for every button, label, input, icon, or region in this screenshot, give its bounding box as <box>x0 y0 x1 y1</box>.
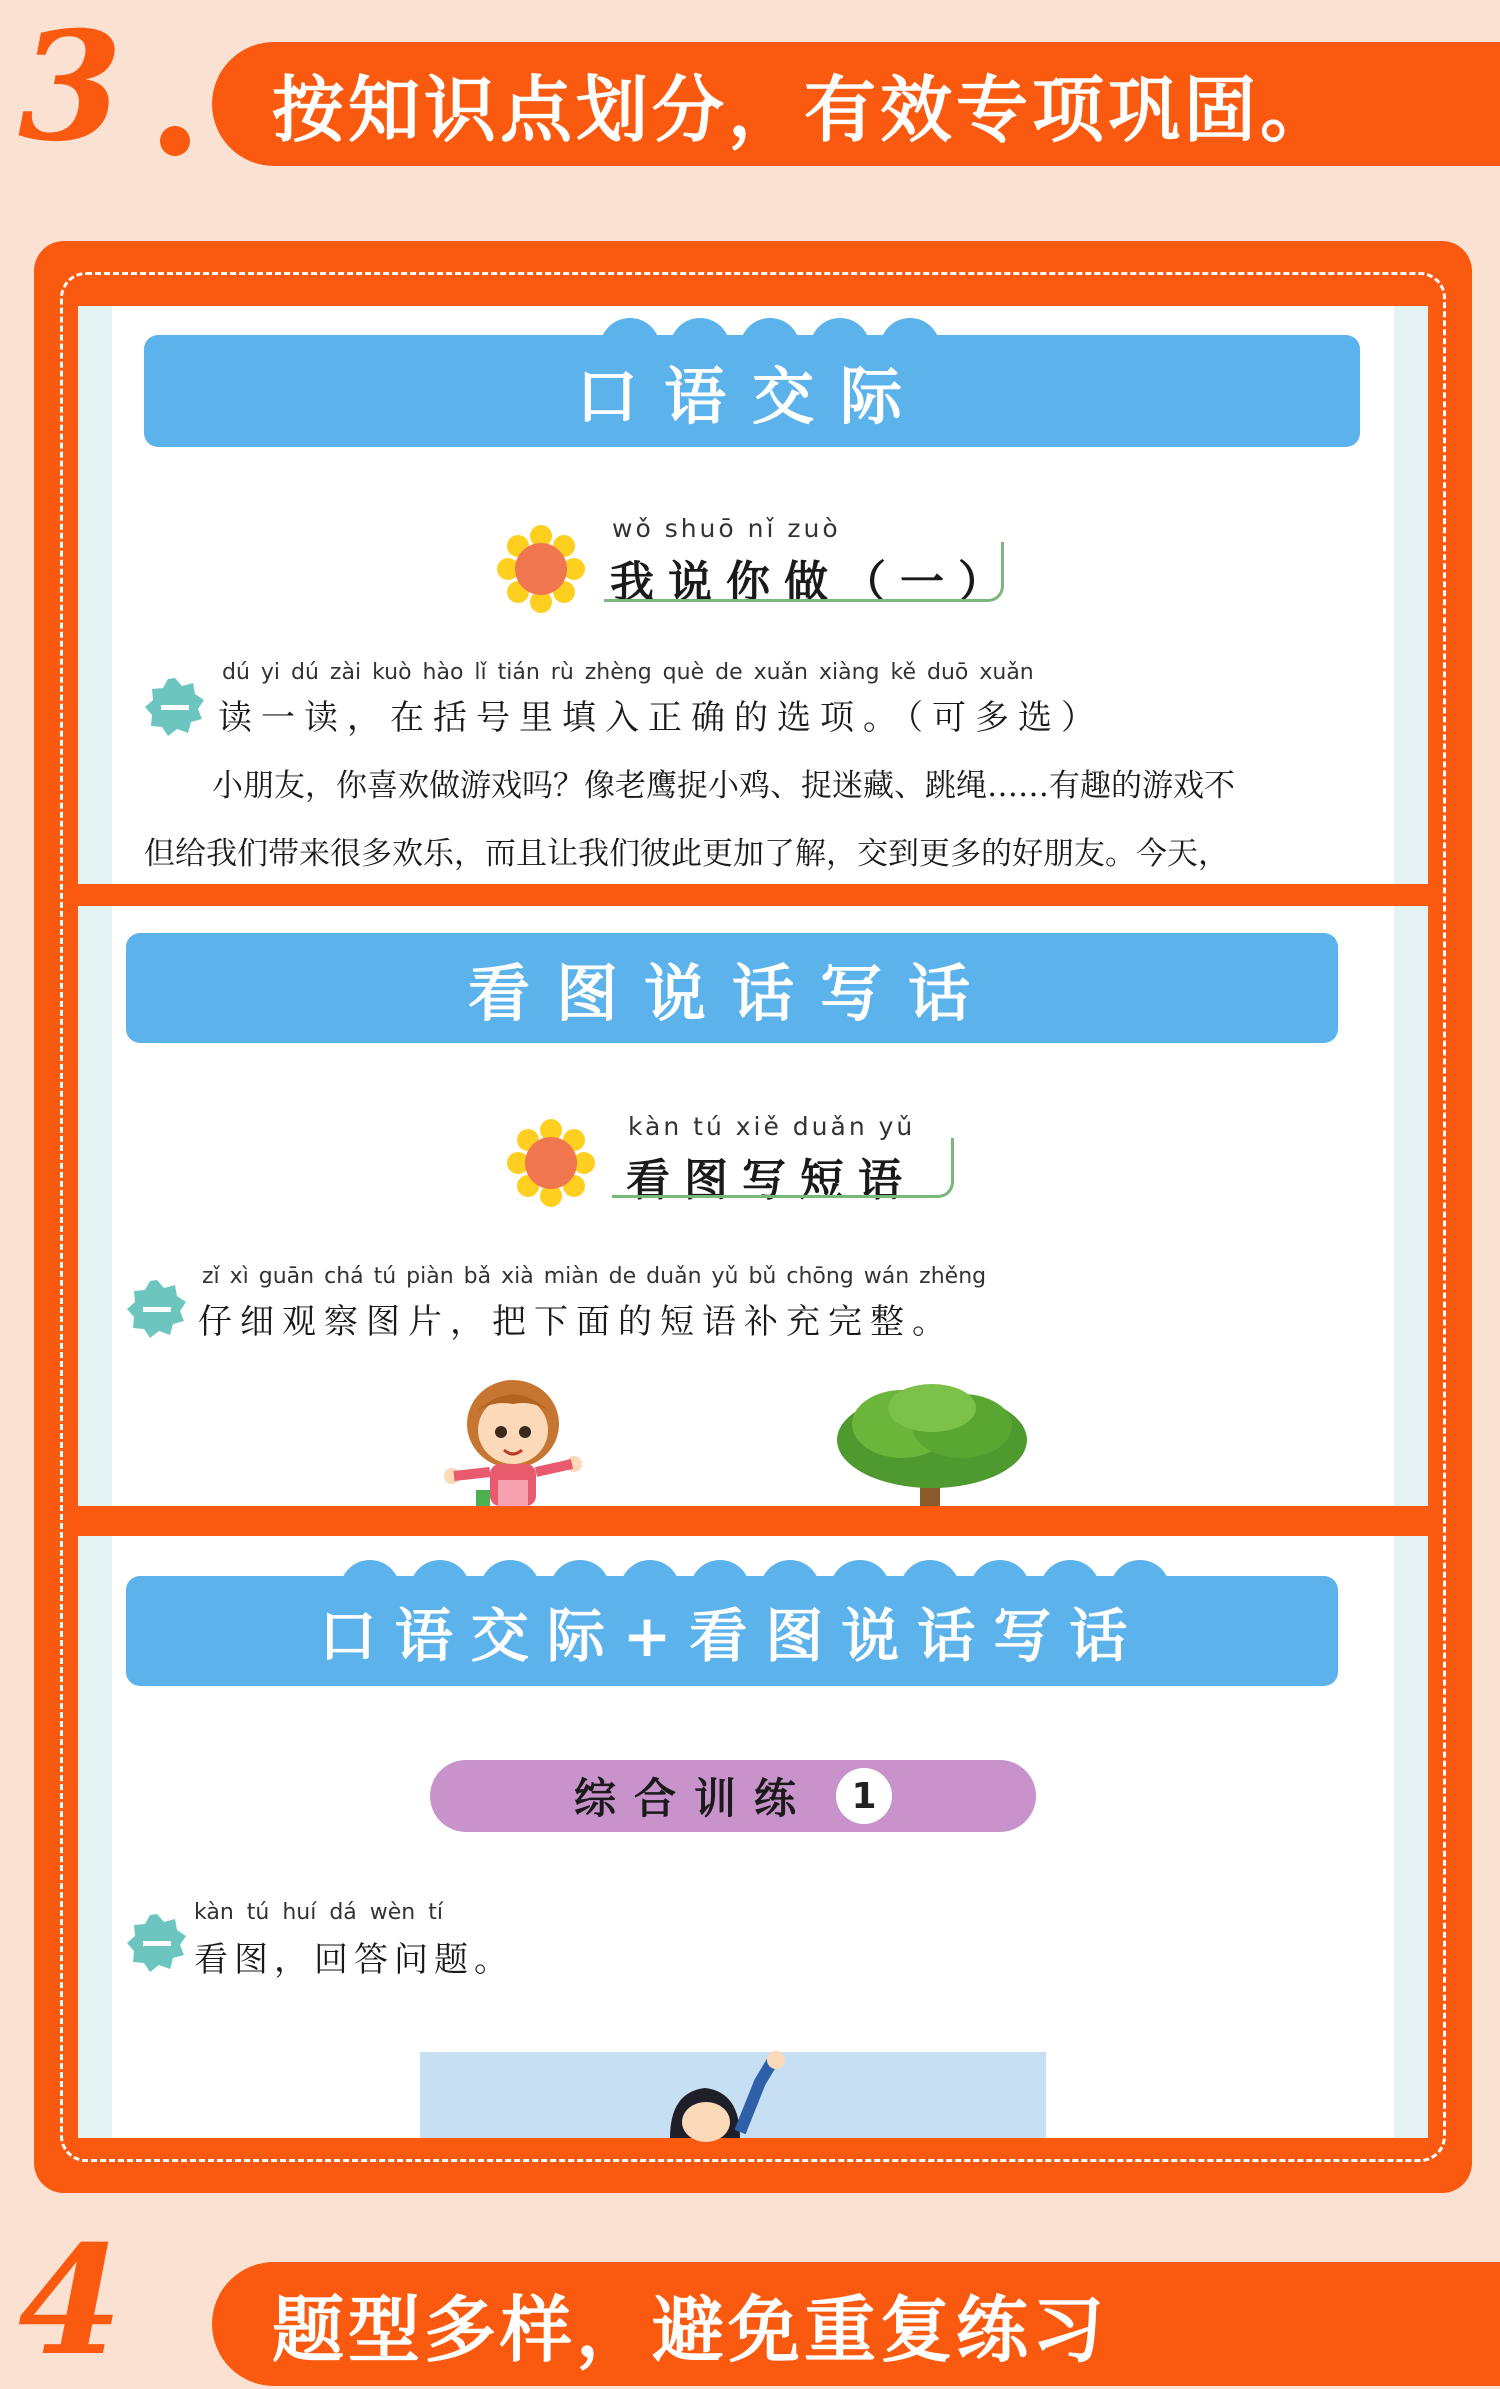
section-3-dot <box>160 126 190 156</box>
section-3-heading: 按知识点划分，有效专项巩固。 <box>212 42 1500 166</box>
banner-integrated: 口语交际+看图说话写话 <box>126 1576 1338 1686</box>
girl-illustration <box>438 1372 588 1506</box>
section-4-number: 4 <box>18 2213 117 2389</box>
integrated-practice-pill <box>430 1760 1036 1832</box>
teal-star-badge-icon <box>126 1912 188 1974</box>
question-text: 看图，回答问题。 <box>194 1940 514 1980</box>
paragraph-line-2: 但给我们带来很多欢乐，而且让我们彼此更加了解，交到更多的好朋友。今天， <box>144 836 1229 872</box>
sunflower-icon <box>508 1120 594 1206</box>
section-3-number: 3 <box>18 0 117 175</box>
section-title: 我说你做（一） <box>610 557 1016 608</box>
boy-waving-illustration <box>420 2052 1046 2138</box>
pill-number: 1 <box>836 1768 892 1824</box>
banner-oral-communication: 口语交际 <box>144 335 1360 447</box>
question-text: 读一读，在括号里填入正确的选项。（可多选） <box>218 698 1104 738</box>
sunflower-icon <box>498 526 584 612</box>
banner-picture-writing: 看图说话写话 <box>126 933 1338 1043</box>
paragraph-line-1: 小朋友，你喜欢做游戏吗？像老鹰捉小鸡、捉迷藏、跳绳……有趣的游戏不 <box>212 768 1235 804</box>
pill-label: 综合训练 <box>573 1774 814 1823</box>
section-4-heading: 题型多样，避免重复练习 <box>212 2262 1500 2386</box>
title-underline <box>612 1138 954 1198</box>
question-pinyin: kàn tú huí dá wèn tí <box>194 1900 443 1925</box>
question-text: 仔细观察图片，把下面的短语补充完整。 <box>198 1302 954 1342</box>
section-title: 看图写短语 <box>626 1155 916 1206</box>
teal-star-badge-icon <box>144 676 206 738</box>
tree-illustration <box>832 1380 1032 1506</box>
question-pinyin: dú yi dú zài kuò hào lǐ tián rù zhèng què de xuǎn xiàng kě duō xuǎn <box>222 660 1034 685</box>
title-underline <box>604 542 1004 602</box>
title-pinyin: wǒ shuō nǐ zuò <box>612 514 841 543</box>
teal-star-badge-icon <box>126 1278 188 1340</box>
title-pinyin: kàn tú xiě duǎn yǔ <box>628 1112 916 1141</box>
question-pinyin: zǐ xì guān chá tú piàn bǎ xià miàn de duǎn yǔ bǔ chōng wán zhěng <box>202 1264 987 1289</box>
